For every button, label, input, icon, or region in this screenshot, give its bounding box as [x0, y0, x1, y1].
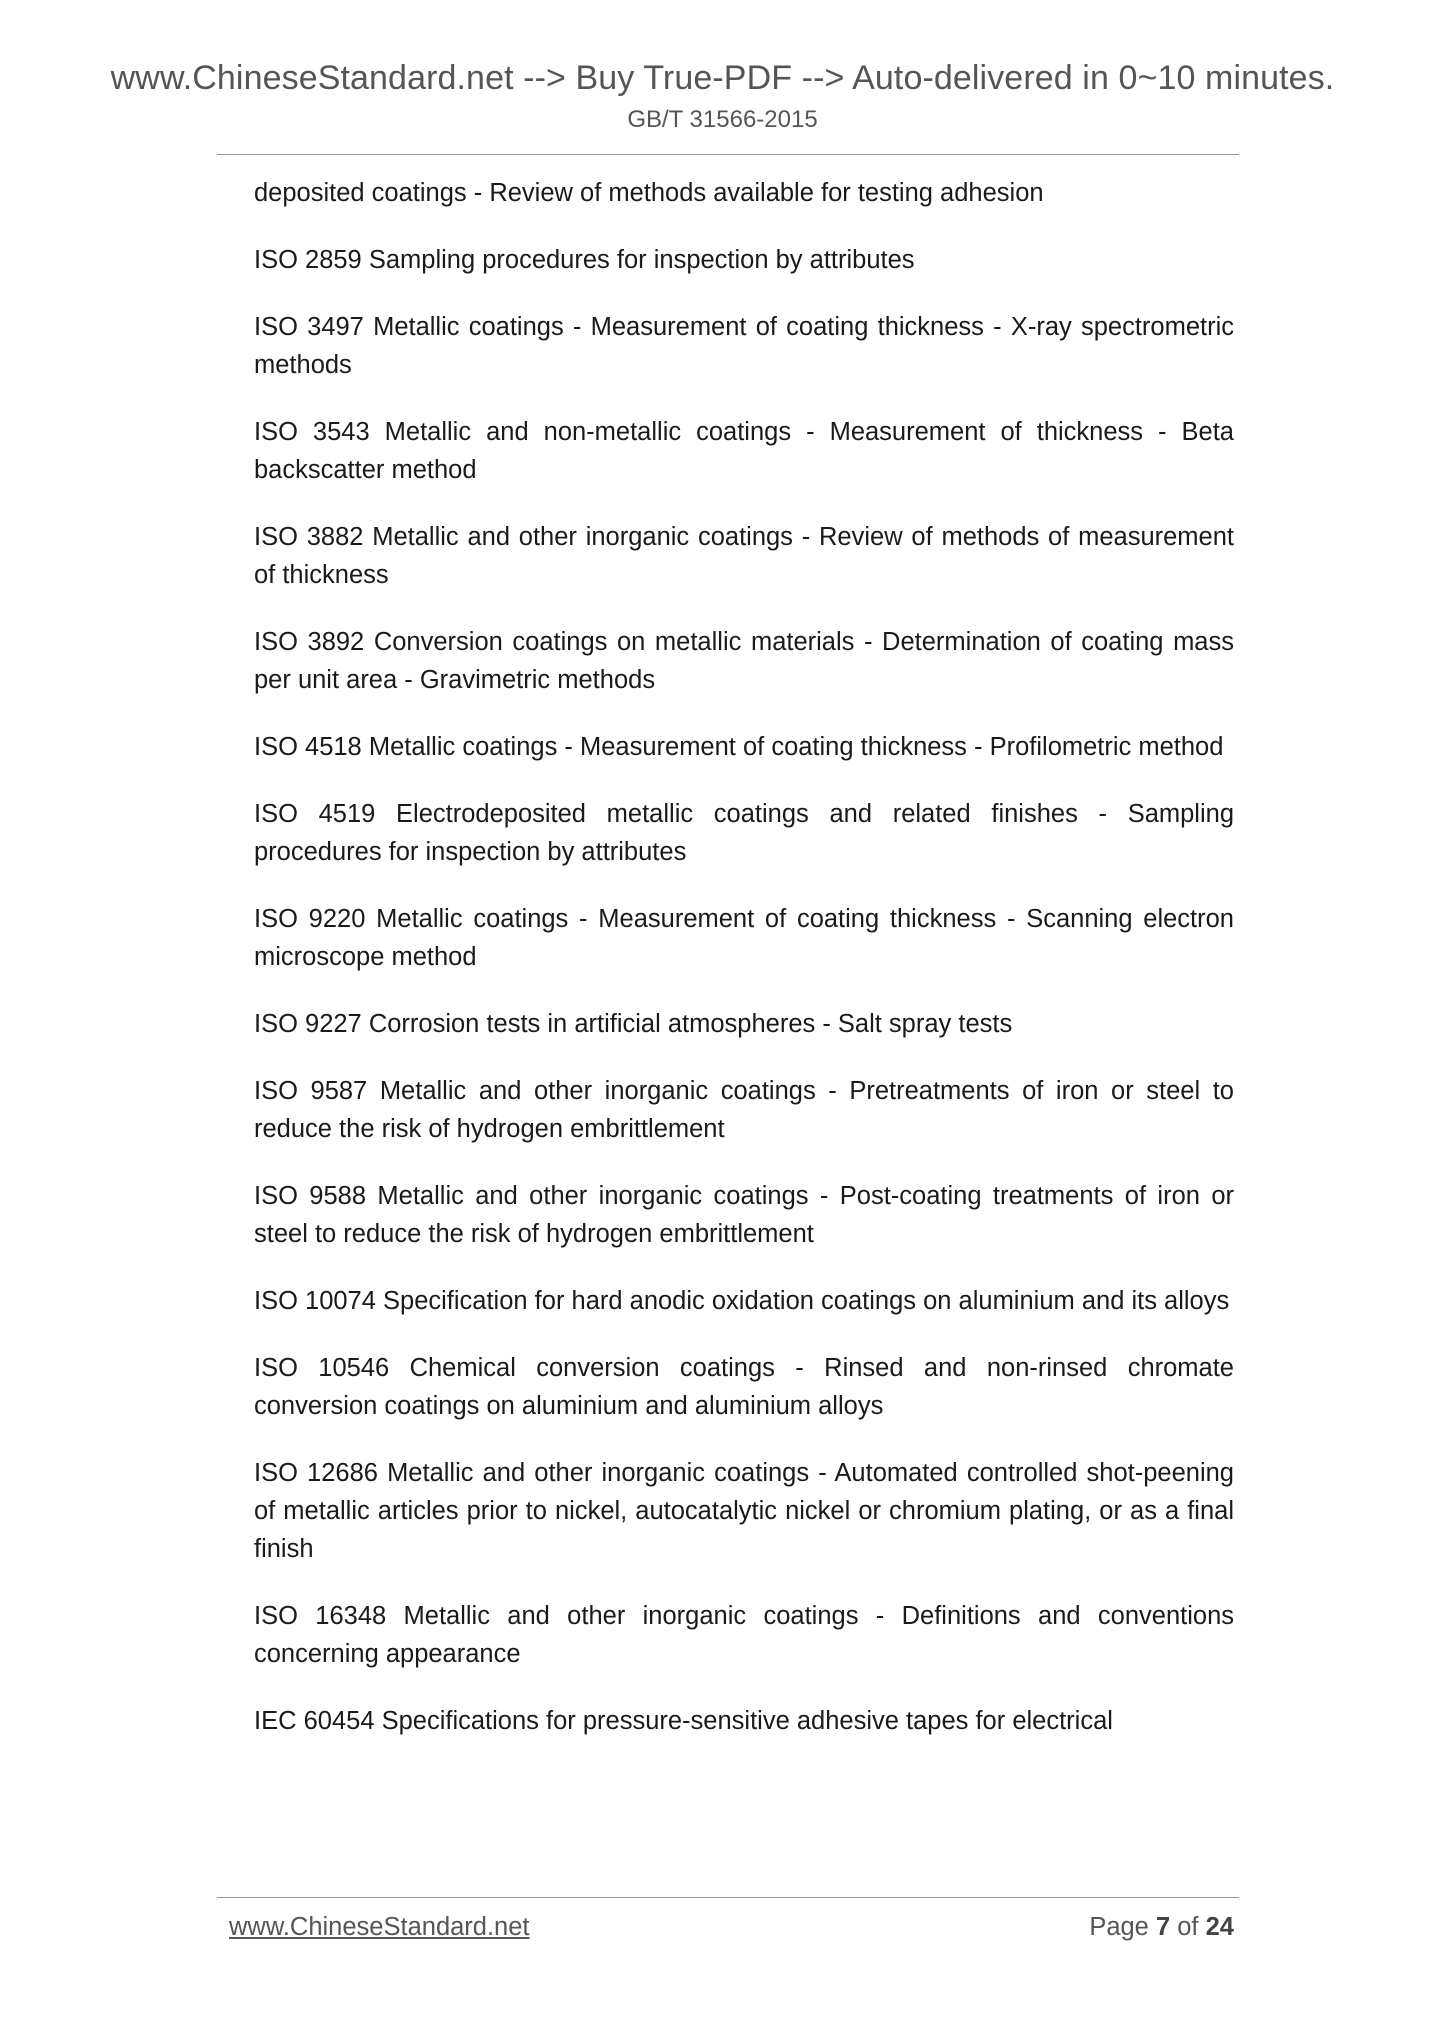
reference-item: IEC 60454 Specifications for pressure-sensitive adhesive tapes for electrical [254, 1707, 1113, 1735]
reference-item: ISO 9220 Metallic coatings - Measurement of coating thickness - Scanning electron microscope method [254, 905, 1234, 971]
page-header [0, 58, 1445, 134]
page-prefix: Page [1089, 1913, 1149, 1941]
reference-item: ISO 3497 Metallic coatings - Measurement of coating thickness - X-ray spectrometric methods [254, 313, 1234, 379]
header-banner[interactable]: www.ChineseStandard.net --> Buy True-PDF --> Auto-delivered in 0~10 minutes. [110, 59, 1335, 97]
reference-item: ISO 10546 Chemical conversion coatings - Rinsed and non-rinsed chromate conversion coatings on aluminium and aluminium alloys [254, 1354, 1234, 1420]
header-divider [217, 154, 1239, 155]
page-number [1089, 1913, 1234, 1942]
reference-list [254, 174, 1234, 1769]
current-page: 7 [1155, 1913, 1171, 1941]
footer-site-link[interactable]: www.ChineseStandard.net [229, 1913, 530, 1941]
reference-item: ISO 9227 Corrosion tests in artificial atmospheres - Salt spray tests [254, 1010, 1013, 1038]
standard-code: GB/T 31566-2015 [627, 106, 818, 133]
reference-item: ISO 9587 Metallic and other inorganic coatings - Pretreatments of iron or steel to reduce the risk of hydrogen embrittlement [254, 1077, 1234, 1143]
reference-item: ISO 16348 Metallic and other inorganic coatings - Definitions and conventions concerning appearance [254, 1602, 1234, 1668]
reference-item: ISO 10074 Specification for hard anodic oxidation coatings on aluminium and its alloys [254, 1287, 1230, 1315]
reference-item: ISO 3892 Conversion coatings on metallic materials - Determination of coating mass per unit area - Gravimetric methods [254, 628, 1234, 694]
reference-item: ISO 3543 Metallic and non-metallic coatings - Measurement of thickness - Beta backscatter method [254, 418, 1234, 484]
footer-divider [217, 1897, 1239, 1898]
reference-item: ISO 9588 Metallic and other inorganic coatings - Post-coating treatments of iron or steel to reduce the risk of hydrogen embrittlement [254, 1182, 1234, 1248]
reference-item: ISO 2859 Sampling procedures for inspection by attributes [254, 246, 915, 274]
page-of: of [1177, 1913, 1199, 1941]
reference-item: ISO 4518 Metallic coatings - Measurement of coating thickness - Profilometric method [254, 733, 1224, 761]
reference-item: deposited coatings - Review of methods available for testing adhesion [254, 179, 1044, 207]
total-pages: 24 [1205, 1913, 1234, 1941]
reference-item: ISO 3882 Metallic and other inorganic coatings - Review of methods of measurement of thickness [254, 523, 1234, 589]
reference-item: ISO 12686 Metallic and other inorganic coatings - Automated controlled shot-peening of metallic articles prior to nickel, autocatalytic nickel or chromium plating, or as a final finish [254, 1459, 1234, 1563]
reference-item: ISO 4519 Electrodeposited metallic coatings and related finishes - Sampling procedures for inspection by attributes [254, 800, 1234, 866]
